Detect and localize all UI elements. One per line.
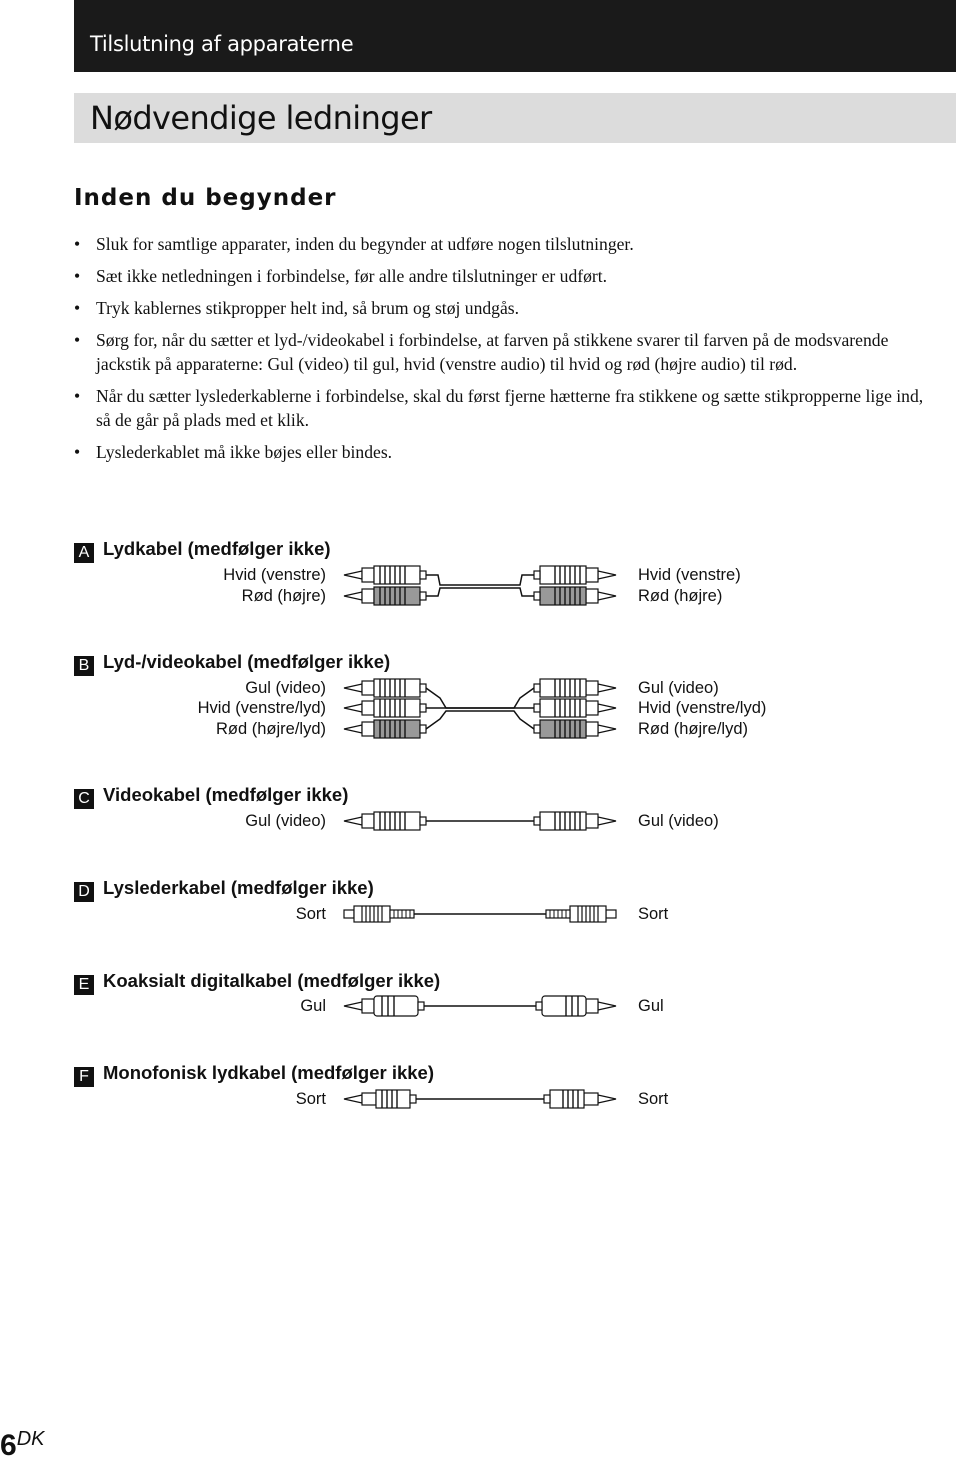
- cable-a-right-label: Rød (højre): [638, 587, 723, 605]
- cable-f-left-label: Sort: [295, 1090, 326, 1108]
- cable-f-right-label: Sort: [638, 1090, 669, 1108]
- bullet-dot: •: [74, 386, 81, 406]
- page-title: Nødvendige ledninger: [90, 99, 432, 137]
- bullet-text: Sørg for, når du sætter et lyd-/videokabel i forbindelse, at farven på stikkene svarer til farven på de modsvarende jackstik på apparaterne: Gul (video) til gul, hvid (venstre audio) til hvid og rød (højre audio) til rød.: [96, 330, 889, 374]
- cable-b-title: Lyd-/videokabel (medfølger ikke): [103, 651, 391, 672]
- cable-a-left-label: Rød (højre): [241, 587, 326, 605]
- bullet-text: Sluk for samtlige apparater, inden du begynder at udføre nogen tilslutninger.: [96, 234, 634, 254]
- cable-a-letter: A: [74, 543, 94, 563]
- cable-a-diagram: [344, 566, 616, 605]
- cable-b-right-label: Hvid (venstre/lyd): [638, 699, 767, 717]
- cable-d-right-label: Sort: [638, 905, 669, 923]
- section-title: Tilslutning af apparaterne: [90, 32, 354, 56]
- cable-d-left-label: Sort: [295, 905, 326, 923]
- cable-a-right-label: Hvid (venstre): [638, 566, 741, 584]
- cable-b-right-label: Rød (højre/lyd): [638, 720, 749, 738]
- cable-e-right-label: Gul: [638, 997, 664, 1015]
- page-number-suffix: DK: [16, 1428, 45, 1450]
- cable-d-title: Lyslederkabel (medfølger ikke): [103, 877, 374, 898]
- cable-b-left-label: Hvid (venstre/lyd): [197, 699, 326, 717]
- cable-d-diagram: [344, 906, 616, 922]
- bullet-text: Lyslederkablet må ikke bøjes eller bindes.: [96, 442, 393, 462]
- cable-c-right-label: Gul (video): [638, 812, 719, 830]
- cable-b-left-label: Gul (video): [245, 679, 326, 697]
- bullet-text: Når du sætter lyslederkablerne i forbindelse, skal du først fjerne hætterne fra stikkene og sætte stikpropperne lige ind, så de går på plads med et klik.: [96, 386, 924, 430]
- cable-e-diagram: [344, 996, 616, 1016]
- cable-e-letter: E: [74, 975, 94, 995]
- page-number: [0, 1428, 44, 1463]
- cable-c-title: Videokabel (medfølger ikke): [103, 784, 349, 805]
- cable-f-diagram: [344, 1090, 616, 1108]
- bullet-text: Tryk kablernes stikpropper helt ind, så brum og støj undgås.: [96, 298, 520, 318]
- bullet-text: Sæt ikke netledningen i forbindelse, før alle andre tilslutninger er udført.: [96, 266, 608, 286]
- bullet-dot: •: [74, 330, 81, 350]
- cable-c-left-label: Gul (video): [245, 812, 326, 830]
- cable-a-title: Lydkabel (medfølger ikke): [103, 538, 331, 559]
- cable-e-left-label: Gul: [300, 997, 326, 1015]
- bullet-dot: •: [74, 298, 81, 318]
- cable-f-letter: F: [74, 1067, 94, 1087]
- subtitle: Inden du begynder: [74, 185, 337, 211]
- cable-c-diagram: [344, 812, 616, 830]
- cable-f-title: Monofonisk lydkabel (medfølger ikke): [103, 1062, 435, 1083]
- cable-c-letter: C: [74, 789, 94, 809]
- bullet-dot: •: [74, 266, 81, 286]
- cable-b-right-label: Gul (video): [638, 679, 719, 697]
- bullet-dot: •: [74, 442, 81, 462]
- cable-b-diagram: [344, 679, 616, 738]
- cable-e-title: Koaksialt digitalkabel (medfølger ikke): [103, 970, 441, 991]
- cable-a-left-label: Hvid (venstre): [223, 566, 326, 584]
- page-number-value: 6: [0, 1429, 17, 1462]
- cable-b-left-label: Rød (højre/lyd): [215, 720, 326, 738]
- cable-d-letter: D: [74, 882, 94, 902]
- bullet-dot: •: [74, 234, 81, 254]
- cable-b-letter: B: [74, 656, 94, 676]
